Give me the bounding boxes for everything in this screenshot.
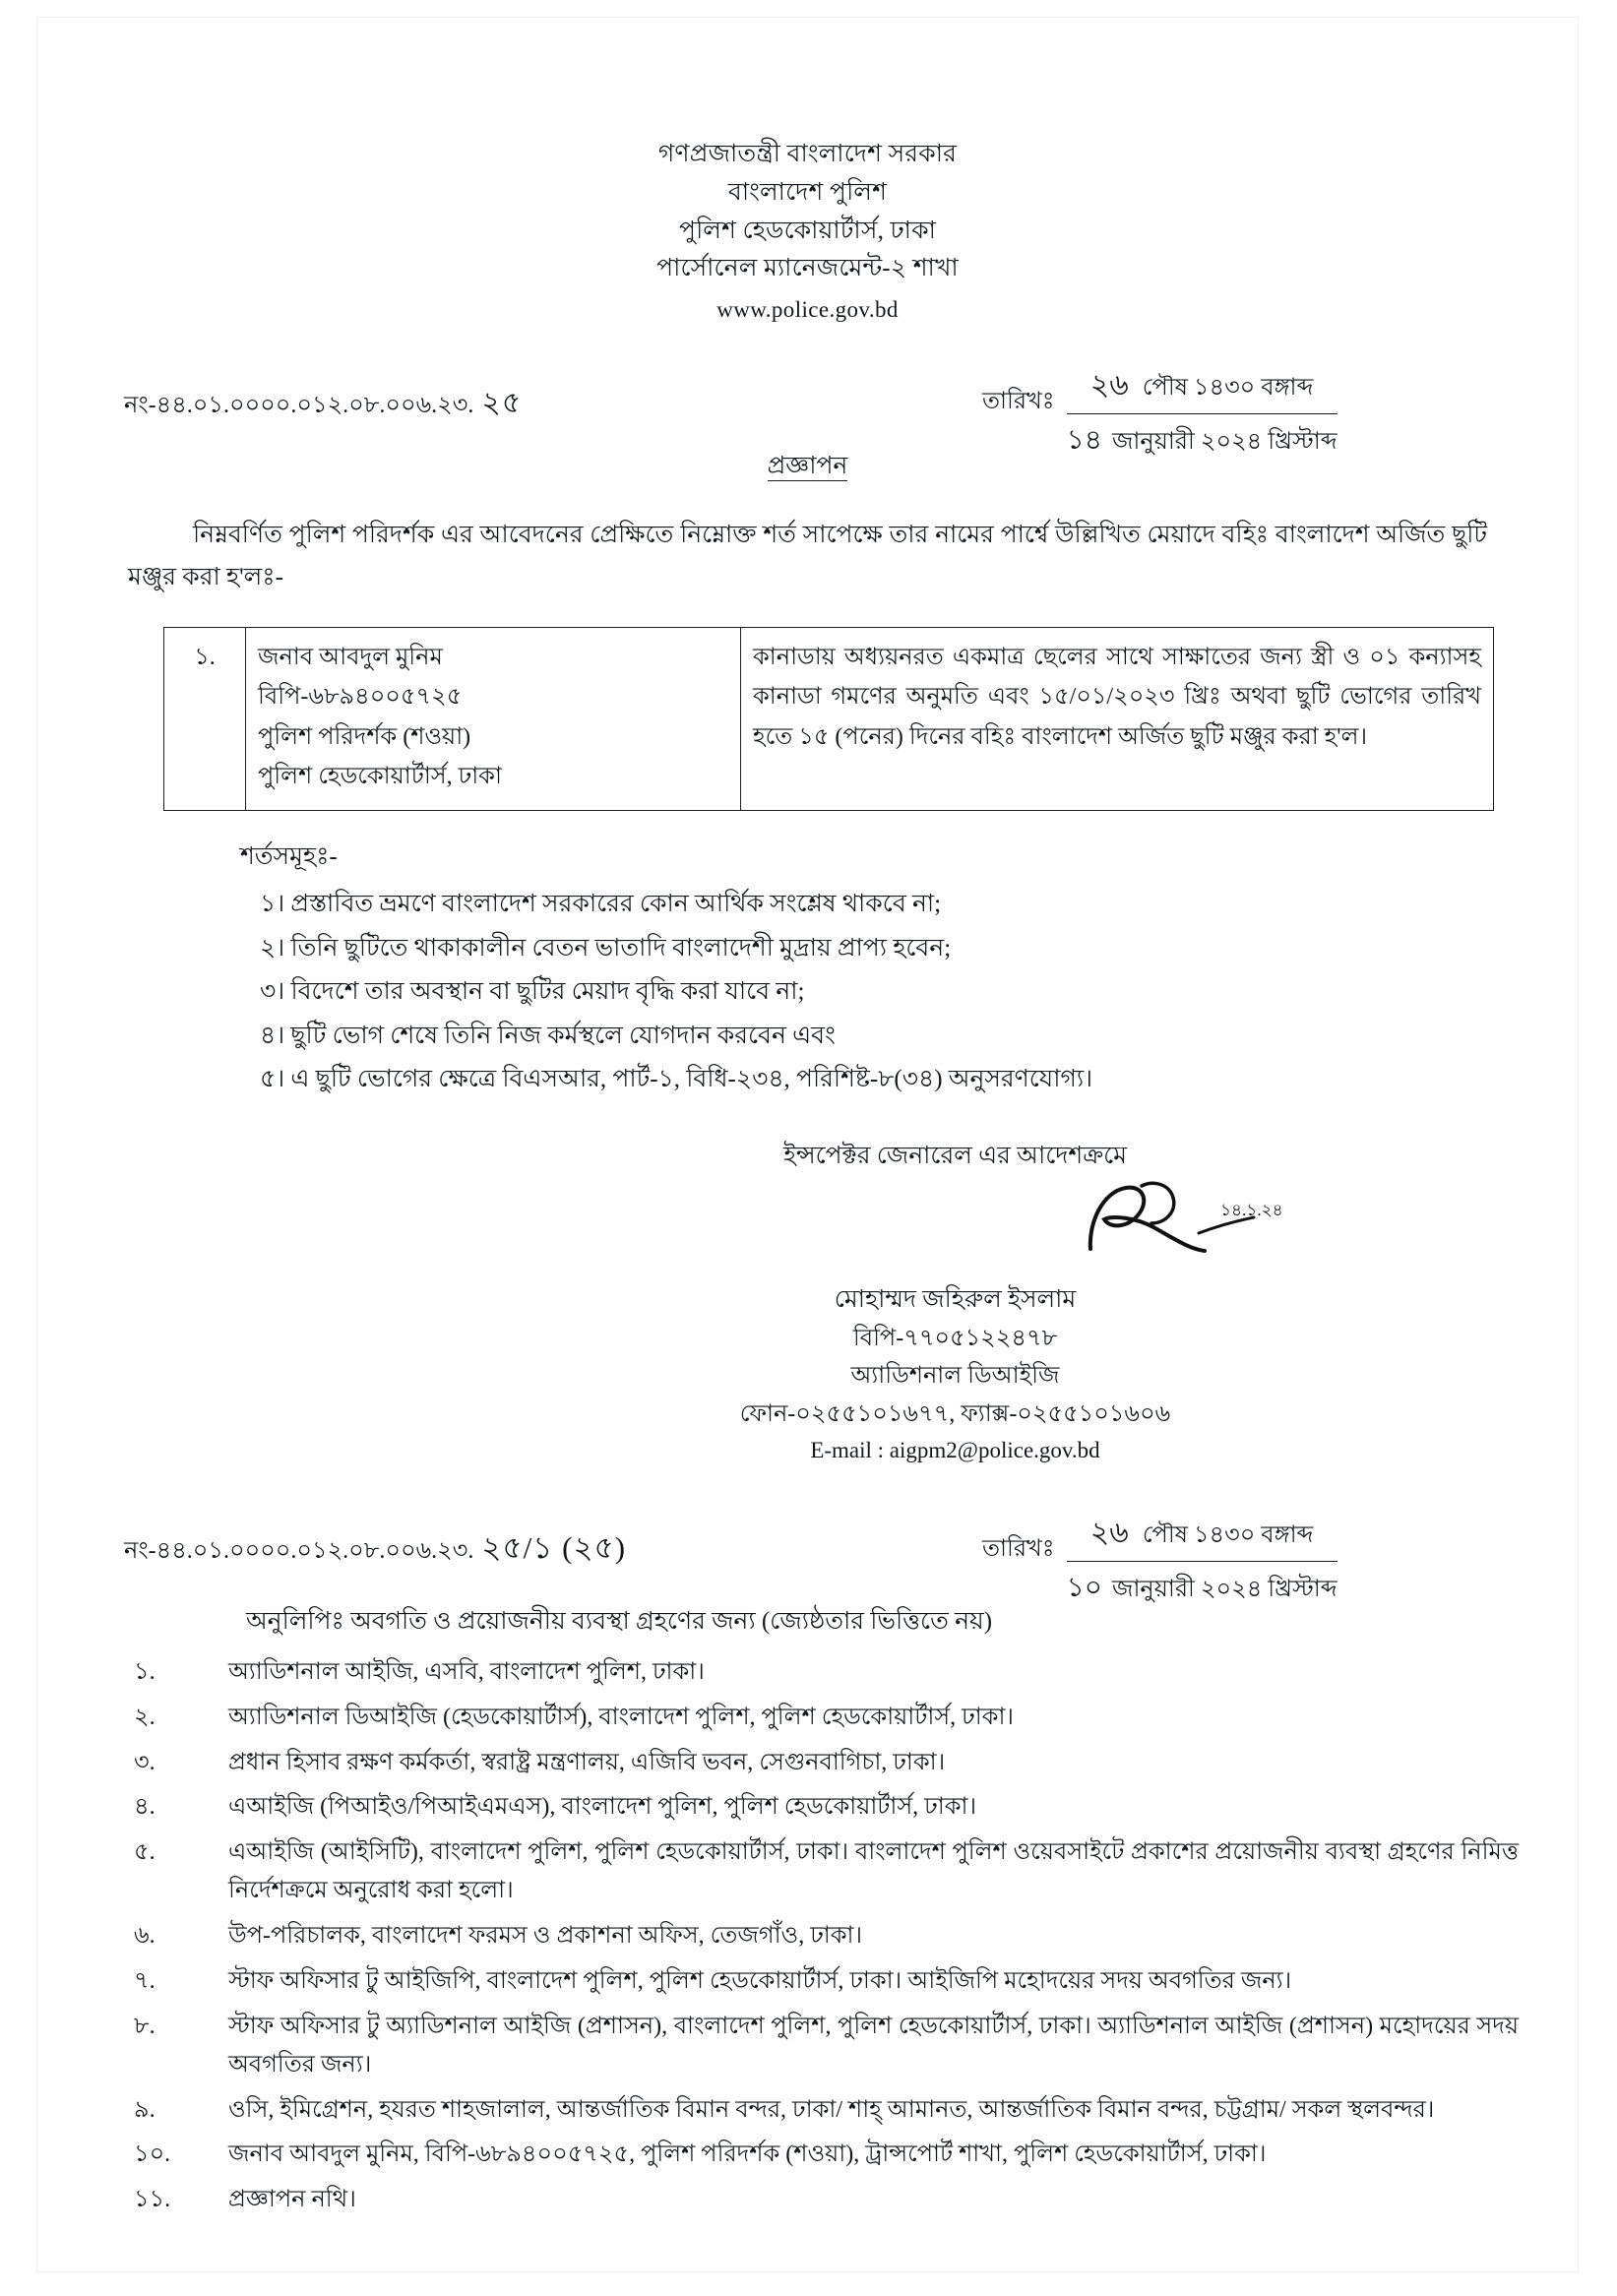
list-item-text: অ্যাডিশনাল ডিআইজি (হেডকোয়ার্টার্স), বাংলাদেশ পুলিশ, পুলিশ হেডকোয়ার্টার্স, ঢাকা। (228, 1704, 1015, 1730)
officer-bp-number: বিপি-৬৮৯৪০০৫৭২৫ (258, 684, 463, 711)
list-item: ৪। ছুটি ভোগ শেষে তিনি নিজ কর্মস্থলে যোগদান করবেন এবং (260, 1022, 836, 1049)
list-item: ৩। বিদেশে তার অবস্থান বা ছুটির মেয়াদ বৃদ্ধি করা যাবে না; (260, 978, 805, 1006)
list-item: ৫। এ ছুটি ভোগের ক্ষেত্রে বিএসআর, পার্ট-১, বিধি-২৩৪, পরিশিষ্ট-৮(৩৪) অনুসরণযোগ্য। (260, 1066, 1093, 1093)
memo-number-bottom (124, 1524, 626, 1576)
signatory-email: E-mail : aigpm2@police.gov.bd (810, 1438, 1100, 1463)
letterhead (37, 136, 1578, 328)
list-item-text: এআইজি (পিআইও/পিআইএমএস), বাংলাদেশ পুলিশ, পুলিশ হেডকোয়ার্টার্স, ঢাকা। (228, 1794, 977, 1821)
memo-number-top (124, 379, 522, 429)
list-item-number: ২. (134, 1704, 155, 1730)
list-item: ২। তিনি ছুটিতে থাকাকালীন বেতন ভাতাদি বাংলাদেশী মুদ্রায় প্রাপ্য হবেন; (260, 934, 952, 962)
list-item (134, 1744, 1519, 1782)
intro-paragraph: নিম্নবর্ণিত পুলিশ পরিদর্শক এর আবেদনের প্রেক্ষিতে নিম্নোক্ত শর্ত সাপেক্ষে তার নামের পার্শ্বে উল্লিখিত মেয়াদে বহিঃ বাংলাদেশ অর্জিত ছুটি মঞ্জুর করা হ'লঃ- (128, 521, 1487, 591)
bangla-date-line (1067, 1509, 1337, 1562)
website-url: www.police.gov.bd (716, 297, 899, 322)
table-cell-officer (246, 628, 741, 811)
memo-number-label: নং-৪৪.০১.০০০০.০১২.০৮.০০৬.২৩. (124, 1537, 474, 1564)
signatory-block (37, 1280, 1578, 1469)
conditions-heading: শর্তসমূহঃ- (240, 843, 338, 871)
date-stack (1067, 361, 1337, 465)
list-item-text: এআইজি (আইসিটি), বাংলাদেশ পুলিশ, পুলিশ হেডকোয়ার্টার্স, ঢাকা। বাংলাদেশ পুলিশ ওয়েবসাইটে প্রকাশের প্রয়োজনীয় ব্যবস্থা গ্রহণের নিমিত্ত নির্দেশক্রমে অনুরোধ করা হলো। (228, 1839, 1519, 1904)
english-date-handwritten: ১৪ (1066, 424, 1102, 456)
table-cell-serial: ১. (164, 628, 246, 811)
list-item-text: অ্যাডিশনাল আইজি, এসবি, বাংলাদেশ পুলিশ, ঢাকা। (228, 1658, 705, 1685)
list-item (134, 2181, 1519, 2219)
table-cell-description: কানাডায় অধ্যয়নরত একমাত্র ছেলের সাথে সাক্ষাতের জন্য স্ত্রী ও ০১ কন্যাসহ কানাডা গমণের অনুমতি এবং ১৫/০১/২০২৩ খ্রিঃ অথবা ছুটি ভোগের তারিখ হতে ১৫ (পনের) দিনের বহিঃ বাংলাদেশ অর্জিত ছুটি মঞ্জুর করা হ'ল। (741, 628, 1494, 811)
list-item (134, 1788, 1519, 1827)
branch-name: পার্সোনেল ম্যানেজমেন্ট-২ শাখা (656, 255, 959, 282)
list-item (134, 1917, 1519, 1955)
organization-name: বাংলাদেশ পুলিশ (727, 178, 888, 206)
date-label: তারিখঃ (982, 388, 1055, 414)
memo-number-label: নং-৪৪.০১.০০০০.০১২.০৮.০০৬.২৩. (124, 392, 474, 418)
bangla-date-line (1067, 361, 1337, 414)
list-item-number: ৩. (134, 1749, 155, 1775)
memo-date-bottom (982, 1509, 1337, 1612)
bangla-date-handwritten: ২৬ (1089, 368, 1129, 402)
list-item (134, 1962, 1519, 2001)
memo-number-handwritten: ২৫/১ (২৫) (481, 1529, 627, 1565)
scanned-sheet (37, 18, 1578, 2271)
list-item-number: ৪. (134, 1794, 155, 1821)
list-item (134, 2136, 1519, 2174)
bangla-date-handwritten: ২৬ (1089, 1516, 1129, 1549)
officer-name: জনাব আবদুল মুনিম (258, 645, 443, 671)
government-name: গণপ্রজাতন্ত্রী বাংলাদেশ সরকার (657, 141, 958, 167)
svg-text:১৪.১.২৪: ১৪.১.২৪ (1220, 1200, 1283, 1219)
list-item (134, 2008, 1519, 2084)
signatory-bp-number: বিপি-৭৭০৫১২২৪৭৮ (852, 1325, 1058, 1351)
signature-area (37, 1178, 1578, 1280)
english-date-line (1067, 414, 1337, 465)
english-date-handwritten: ১০ (1066, 1572, 1102, 1603)
list-item (134, 1833, 1519, 1910)
list-item-number: ১. (134, 1658, 155, 1685)
list-item-text: প্রধান হিসাব রক্ষণ কর্মকর্তা, স্বরাষ্ট্র মন্ত্রণালয়, এজিবি ভবন, সেগুনবাগিচা, ঢাকা। (228, 1749, 946, 1775)
list-item-number: ৫. (134, 1839, 155, 1866)
officer-designation: পুলিশ পরিদর্শক (শওয়া) (258, 723, 471, 750)
document-title (37, 446, 1578, 488)
signatory-designation: অ্যাডিশনাল ডিআইজি (850, 1363, 1060, 1390)
copies-list (37, 1653, 1578, 2219)
bangla-date-text: পৌষ ১৪৩০ বঙ্গাব্দ (1142, 374, 1314, 401)
list-item-text: ওসি, ইমিগ্রেশন, হযরত শাহজালাল, আন্তর্জাতিক বিমান বন্দর, ঢাকা/ শাহ্ আমানত, আন্তর্জাতিক বিমান বন্দর, চট্টগ্রাম/ সকল স্থলবন্দর। (228, 2096, 1435, 2123)
table-row (164, 628, 1494, 811)
list-item (134, 2091, 1519, 2130)
list-item-text: প্রজ্ঞাপন নথি। (228, 2187, 356, 2213)
document-title-text: প্রজ্ঞাপন (767, 452, 848, 479)
date-stack (1067, 1509, 1337, 1612)
english-date-text: জানুয়ারী ২০২৪ খ্রিস্টাব্দ (1111, 428, 1337, 455)
list-item-number: ৮. (134, 2013, 155, 2039)
signatory-phone: ফোন-০২৫৫১০১৬৭৭, ফ্যাক্স-০২৫৫১০১৬০৬ (739, 1400, 1171, 1427)
list-item-number: ১১. (134, 2187, 171, 2213)
list-item-number: ১০. (134, 2141, 171, 2168)
list-item-text: উপ-পরিচালক, বাংলাদেশ ফরমস ও প্রকাশনা অফিস, তেজগাঁও, ঢাকা। (228, 1923, 863, 1950)
list-item-text: জনাব আবদুল মুনিম, বিপি-৬৮৯৪০০৫৭২৫, পুলিশ পরিদর্শক (শওয়া), ট্রান্সপোর্ট শাখা, পুলিশ হেডকোয়ার্টার্স, ঢাকা। (228, 2141, 1267, 2168)
list-item-number: ৬. (134, 1923, 155, 1950)
date-label: তারিখঃ (982, 1535, 1055, 1562)
document-body (37, 18, 1578, 2271)
by-order-text: ইন্সপেক্টর জেনারেল এর আদেশক্রমে (782, 1142, 1128, 1169)
memo-reference-row-bottom (37, 1509, 1578, 1603)
english-date-line (1067, 1562, 1337, 1612)
list-item (134, 1699, 1519, 1737)
memo-reference-row-top (37, 361, 1578, 456)
officer-table (163, 627, 1494, 811)
list-item-text: স্টাফ অফিসার টু আইজিপি, বাংলাদেশ পুলিশ, পুলিশ হেডকোয়ার্টার্স, ঢাকা। আইজিপি মহোদয়ের সদয় অবগতির জন্য। (228, 1967, 1292, 1994)
office-name: পুলিশ হেডকোয়ার্টার্স, ঢাকা (678, 217, 937, 244)
bangla-date-text: পৌষ ১৪৩০ বঙ্গাব্দ (1142, 1521, 1314, 1548)
list-item-number: ৯. (134, 2096, 155, 2123)
signatory-name: মোহাম্মদ জহিরুল ইসলাম (834, 1285, 1077, 1313)
memo-date-top (982, 361, 1337, 465)
list-item: ১। প্রস্তাবিত ভ্রমণে বাংলাদেশ সরকারের কোন আর্থিক সংশ্লেষ থাকবে না; (260, 891, 942, 918)
list-item (134, 1653, 1519, 1692)
conditions-list (37, 883, 1578, 1102)
signature-icon (1051, 1172, 1287, 1271)
memo-number-handwritten: ২৫ (481, 386, 523, 419)
copies-heading: অনুলিপিঃ অবগতি ও প্রয়োজনীয় ব্যবস্থা গ্রহণের জন্য (জ্যেষ্ঠতার ভিত্তিতে নয়) (246, 1607, 993, 1635)
english-date-text: জানুয়ারী ২০২৪ খ্রিস্টাব্দ (1111, 1576, 1337, 1602)
officer-office: পুলিশ হেডকোয়ার্টার্স, ঢাকা (258, 764, 502, 790)
list-item-number: ৭. (134, 1967, 155, 1994)
list-item-text: স্টাফ অফিসার টু অ্যাডিশনাল আইজি (প্রশাসন), বাংলাদেশ পুলিশ, পুলিশ হেডকোয়ার্টার্স, ঢাকা। অ্যাডিশনাল আইজি (প্রশাসন) মহোদয়ের সদয় অবগতির জন্য। (228, 2013, 1519, 2078)
